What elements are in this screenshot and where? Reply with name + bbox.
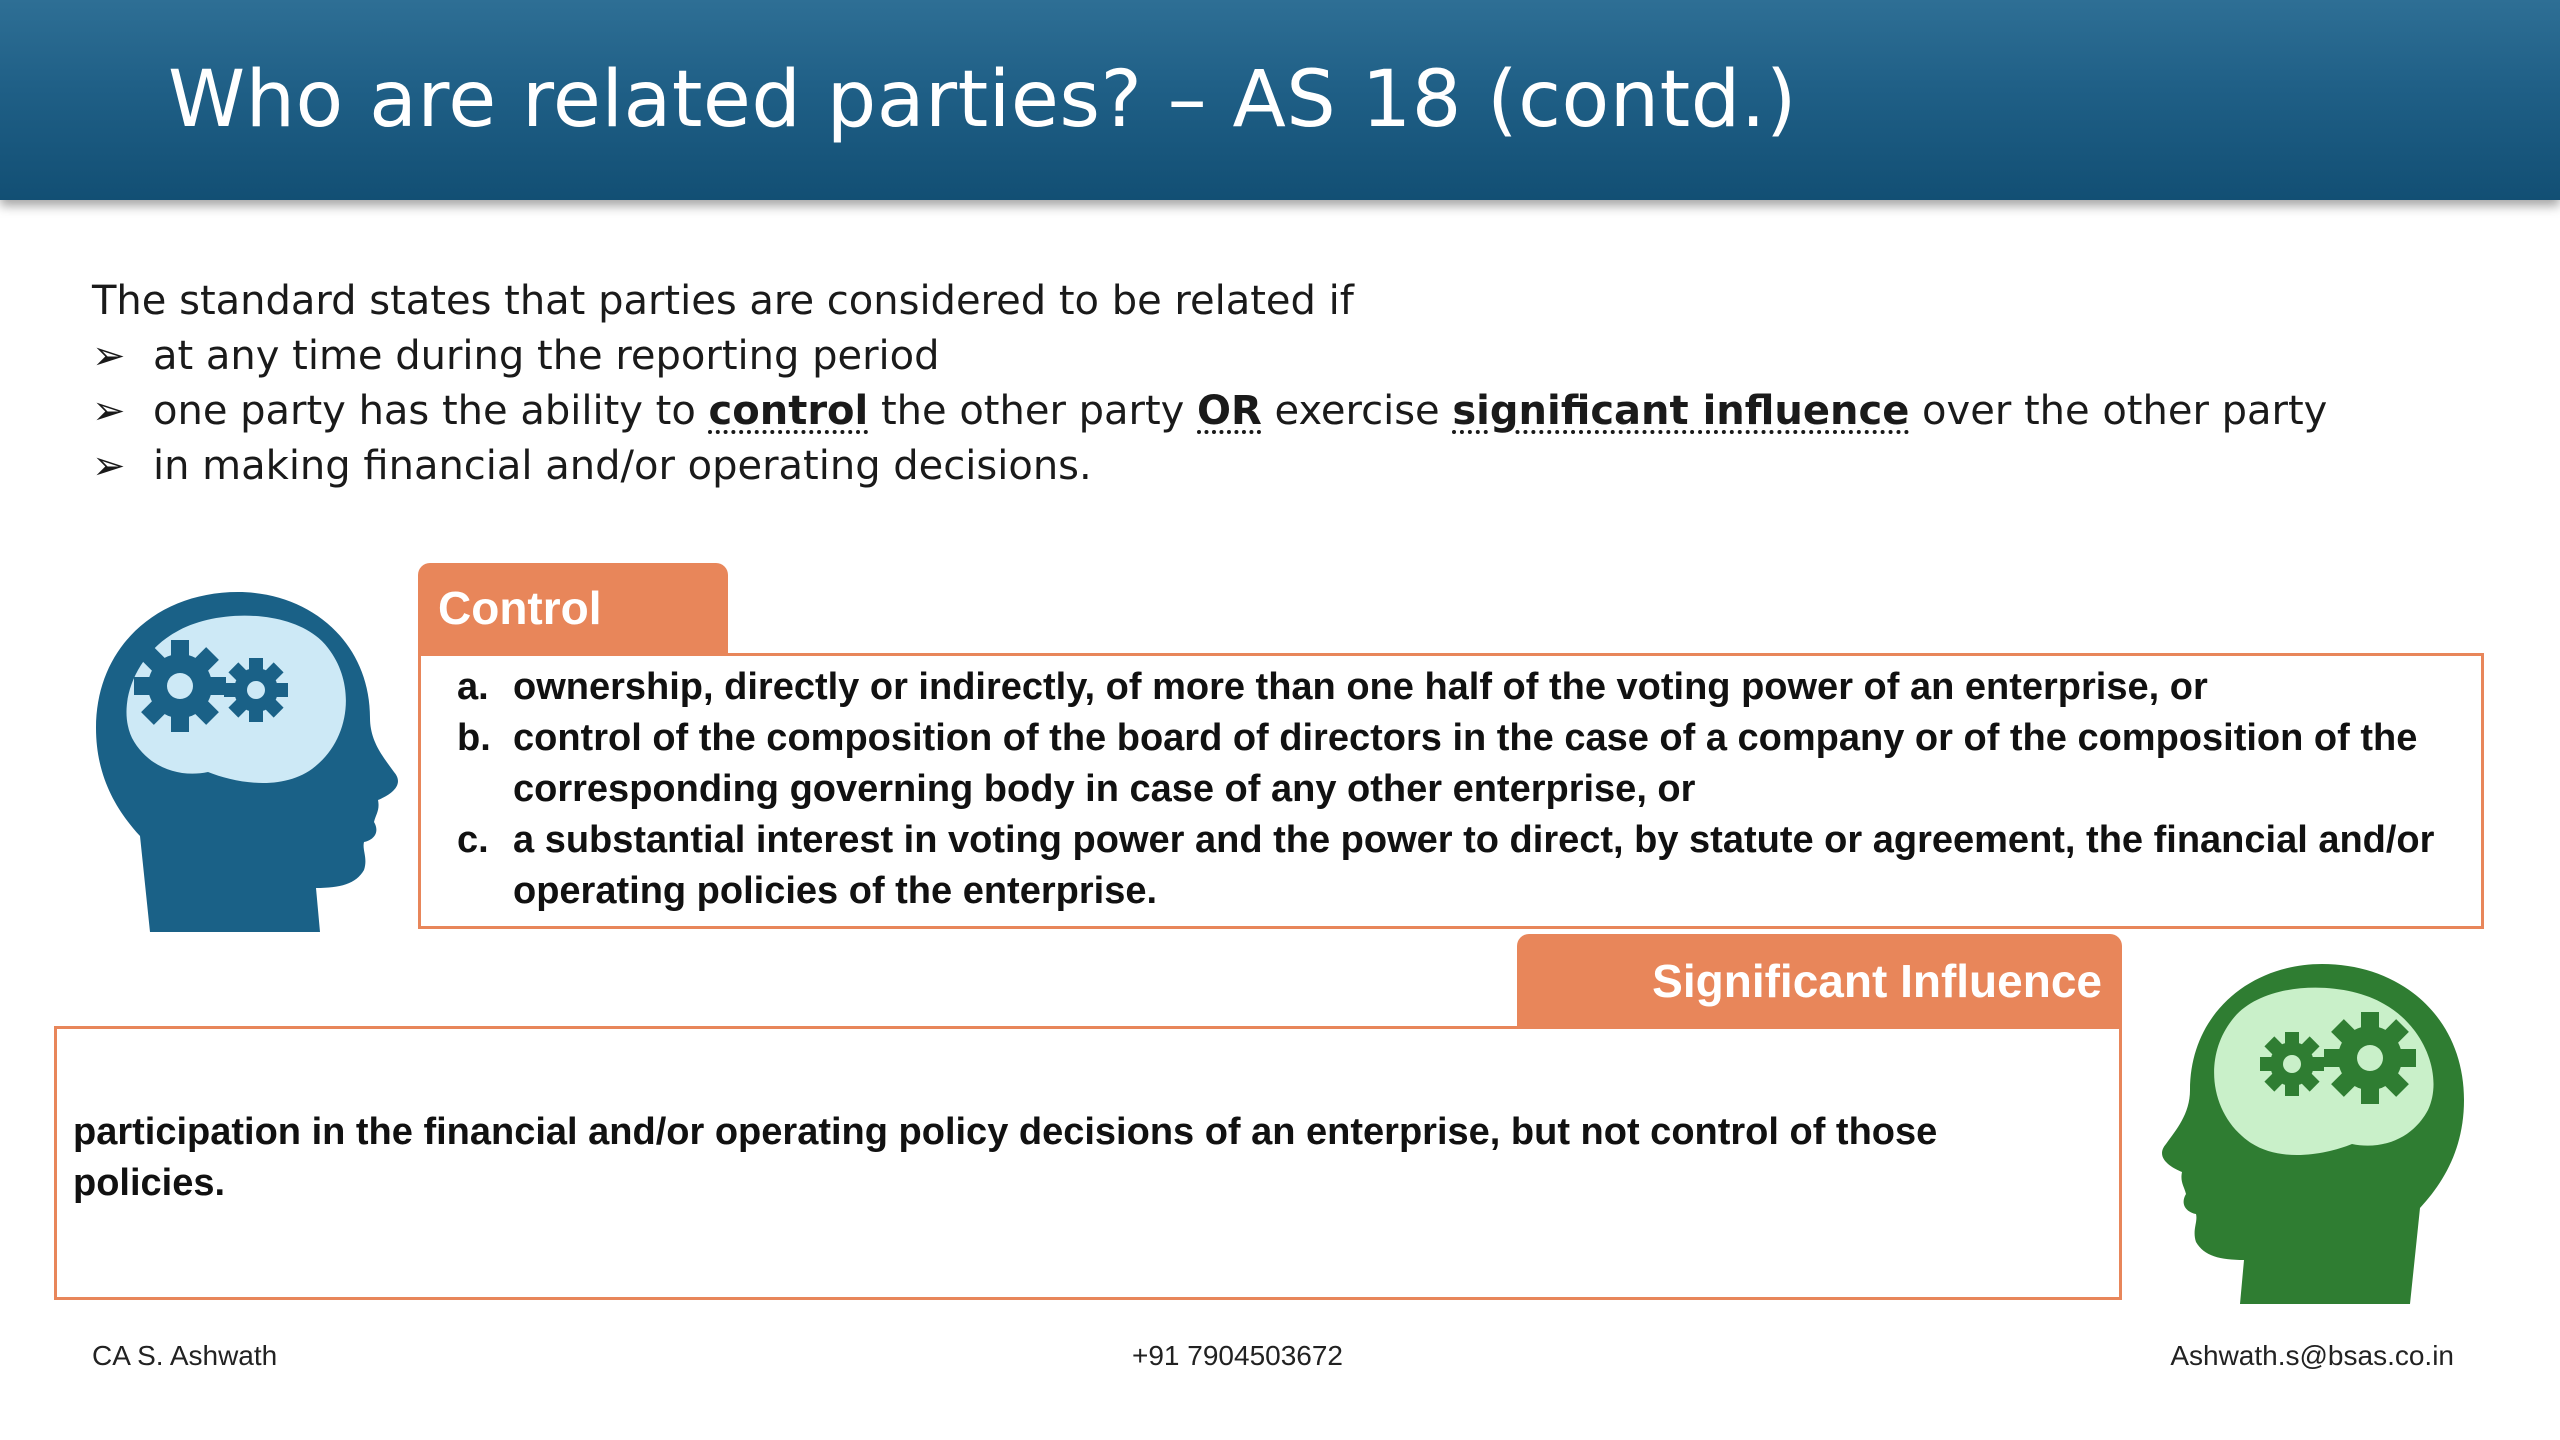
item-label: c. bbox=[457, 819, 489, 861]
significant-influence-box bbox=[54, 1026, 2122, 1300]
head-gears-icon bbox=[88, 588, 408, 932]
control-term: control bbox=[708, 388, 869, 434]
list-item bbox=[439, 662, 2441, 713]
significant-influence-text: participation in the financial and/or operating policy decisions of an enterprise, but not control of those policies. bbox=[73, 1111, 1938, 1204]
significant-influence-tab bbox=[1517, 934, 2122, 1028]
bullet-text-part: the other party bbox=[868, 388, 1198, 434]
item-label: b. bbox=[457, 717, 491, 759]
control-tab bbox=[418, 563, 728, 655]
item-text: control of the composition of the board of directors in the case of a company or of the composition of the corresponding governing body in case of any other enterprise, or bbox=[513, 717, 2418, 810]
significant-influence-heading: Significant Influence bbox=[1652, 955, 2102, 1007]
bullet-item bbox=[92, 384, 2327, 439]
page-title: Who are related parties? – AS 18 (contd.) bbox=[168, 55, 1797, 145]
bullet-item bbox=[92, 439, 2327, 494]
intro-lead: The standard states that parties are considered to be related if bbox=[92, 278, 1354, 324]
footer-phone: +91 7904503672 bbox=[1132, 1340, 1343, 1371]
title-bar bbox=[0, 0, 2560, 200]
intro-section bbox=[92, 274, 2327, 494]
item-text: ownership, directly or indirectly, of more than one half of the voting power of an enterprise, or bbox=[513, 666, 2208, 708]
list-item bbox=[439, 713, 2441, 815]
footer-email[interactable]: Ashwath.s@bsas.co.in bbox=[2170, 1340, 2454, 1371]
or-term: OR bbox=[1197, 388, 1262, 434]
bullet-text-part: exercise bbox=[1261, 388, 1453, 434]
footer-name: CA S. Ashwath bbox=[92, 1340, 278, 1371]
list-item bbox=[439, 815, 2441, 917]
control-list bbox=[439, 662, 2441, 917]
bullet-text: in making financial and/or operating decisions. bbox=[153, 443, 1092, 489]
arrow-bullet-icon: ➢ bbox=[92, 443, 126, 489]
head-gears-icon bbox=[2152, 960, 2472, 1304]
bullet-item bbox=[92, 329, 2327, 384]
significant-influence-term: significant influence bbox=[1452, 388, 1910, 434]
arrow-bullet-icon: ➢ bbox=[92, 333, 126, 379]
item-text: a substantial interest in voting power and the power to direct, by statute or agreement, the financial and/or operating policies of the enterprise. bbox=[513, 819, 2435, 912]
item-label: a. bbox=[457, 666, 489, 708]
bullet-text-part: over the other party bbox=[1909, 388, 2328, 434]
control-box bbox=[418, 653, 2484, 929]
control-heading: Control bbox=[438, 582, 602, 634]
bullet-text-part: one party has the ability to bbox=[153, 388, 709, 434]
arrow-bullet-icon: ➢ bbox=[92, 388, 126, 434]
bullet-text: at any time during the reporting period bbox=[153, 333, 940, 379]
